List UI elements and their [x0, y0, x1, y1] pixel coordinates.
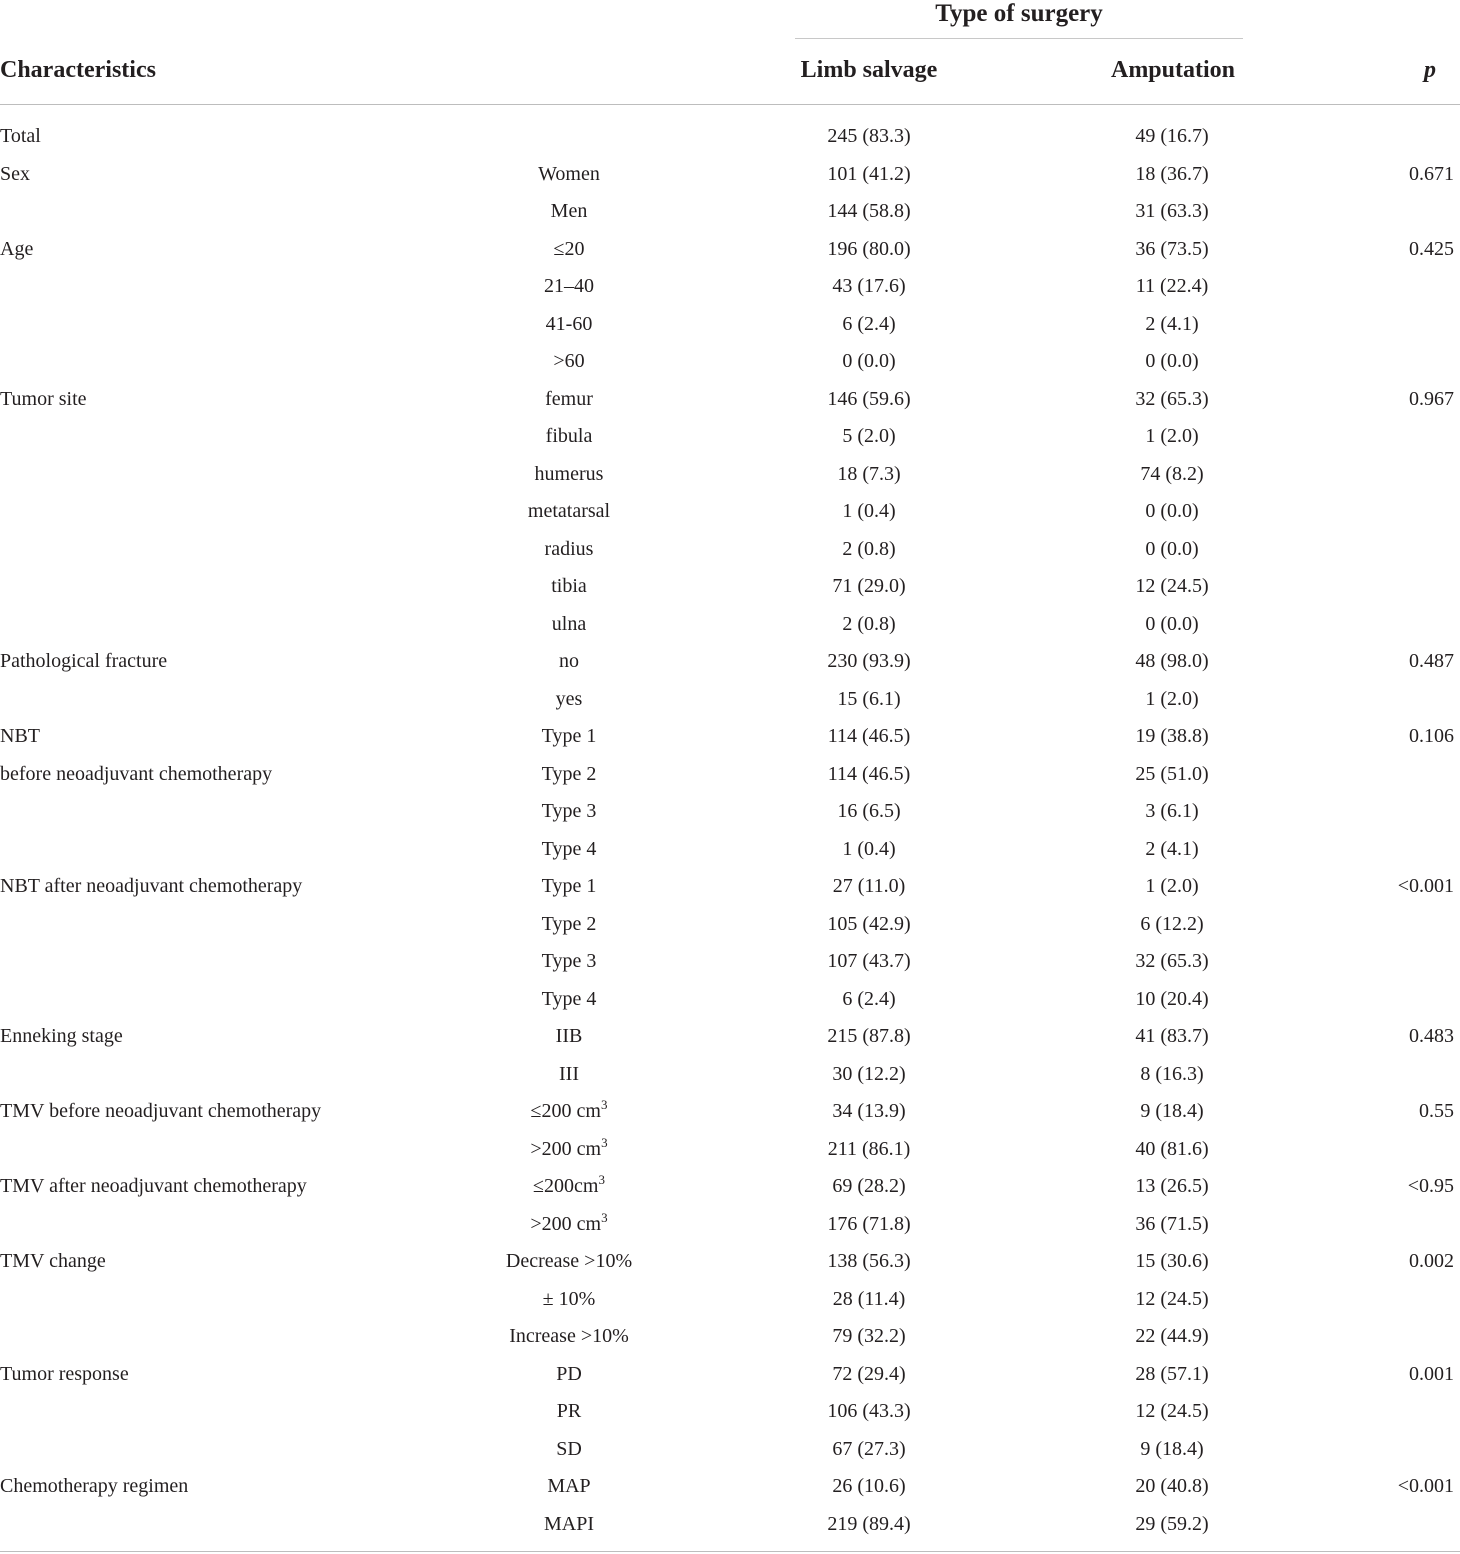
amputation-cell: 1 (2.0) [1145, 875, 1199, 897]
category-cell [470, 718, 668, 756]
category-cell [470, 681, 668, 719]
category-label: ≤20 [553, 237, 585, 260]
amputation-cell: 2 (4.1) [1145, 837, 1199, 860]
category-cell [470, 231, 668, 269]
category-label: Type 4 [541, 837, 597, 860]
category-cell [470, 831, 668, 869]
limb-salvage-cell: 67 (27.3) [832, 1437, 906, 1460]
p-value-cell: 0.002 [1409, 1250, 1454, 1272]
table-row [0, 343, 1460, 381]
amputation-cell: 9 (18.4) [1140, 1437, 1204, 1460]
limb-salvage-cell: 26 (10.6) [832, 1475, 906, 1497]
amputation-cell: 12 (24.5) [1135, 575, 1209, 597]
p-value-cell: 0.001 [1409, 1362, 1454, 1385]
table-bottom-rule [0, 1551, 1460, 1552]
group-header-rule [795, 38, 1243, 39]
table-header-row [0, 52, 1460, 88]
category-cell [470, 1168, 668, 1207]
category-cell [470, 1468, 668, 1506]
category-label: Type 4 [541, 987, 597, 1010]
table-row [0, 1393, 1460, 1431]
limb-salvage-cell: 5 (2.0) [842, 425, 896, 447]
amputation-cell: 10 (20.4) [1135, 987, 1209, 1010]
limb-salvage-cell: 71 (29.0) [832, 575, 906, 597]
amputation-cell: 0 (0.0) [1145, 500, 1199, 522]
table-row [0, 568, 1460, 606]
characteristic-cell: NBT [0, 725, 40, 747]
table-row [0, 418, 1460, 456]
table-row [0, 1281, 1460, 1319]
table-row [0, 1206, 1460, 1244]
category-cell [470, 606, 668, 644]
characteristic-cell: Enneking stage [0, 1025, 123, 1047]
category-cell [470, 568, 668, 606]
category-cell [470, 793, 668, 831]
category-label: Type 3 [541, 950, 597, 972]
column-header-limb-salvage: Limb salvage [800, 57, 938, 83]
category-cell [470, 643, 668, 681]
table-row [0, 118, 1460, 156]
p-value-cell: 0.106 [1409, 725, 1454, 747]
column-header-amputation: Amputation [1110, 57, 1236, 83]
limb-salvage-cell: 105 (42.9) [827, 912, 911, 935]
limb-salvage-cell: 34 (13.9) [832, 1100, 906, 1122]
amputation-cell: 15 (30.6) [1135, 1250, 1209, 1272]
p-value-cell: 0.487 [1409, 650, 1454, 672]
category-cell [470, 1431, 668, 1469]
category-label: PR [556, 1400, 582, 1422]
limb-salvage-cell: 138 (56.3) [827, 1250, 911, 1272]
category-cell [470, 1281, 668, 1319]
amputation-cell: 74 (8.2) [1140, 462, 1204, 485]
category-cell [470, 981, 668, 1019]
limb-salvage-cell: 43 (17.6) [832, 275, 906, 297]
category-cell [470, 268, 668, 306]
category-cell [470, 193, 668, 231]
table-row [0, 718, 1460, 756]
table-row [0, 231, 1460, 269]
characteristic-cell: NBT after neoadjuvant chemotherapy [0, 875, 303, 897]
category-label: Type 2 [541, 912, 597, 935]
limb-salvage-cell: 72 (29.4) [832, 1362, 906, 1385]
table-row [0, 531, 1460, 569]
category-label: SD [556, 1437, 582, 1460]
characteristic-cell: Tumor site [0, 387, 87, 410]
category-cell [470, 1356, 668, 1394]
amputation-cell: 12 (24.5) [1135, 1400, 1209, 1422]
table-row [0, 793, 1460, 831]
amputation-cell: 0 (0.0) [1145, 612, 1199, 635]
characteristic-cell: Sex [0, 162, 30, 185]
table-row [0, 906, 1460, 944]
amputation-cell: 48 (98.0) [1135, 650, 1209, 672]
category-cell [470, 531, 668, 569]
category-label: PD [556, 1362, 582, 1385]
table-row [0, 456, 1460, 494]
characteristic-cell: TMV before neoadjuvant chemotherapy [0, 1100, 322, 1122]
column-header-p-value: p [1424, 57, 1436, 83]
category-label: Decrease >10% [505, 1250, 633, 1272]
category-label: fibula [545, 425, 593, 447]
p-value-cell: 0.55 [1419, 1100, 1454, 1122]
limb-salvage-cell: 79 (32.2) [832, 1325, 906, 1347]
amputation-cell: 19 (38.8) [1135, 725, 1209, 747]
column-header-characteristics: Characteristics [0, 57, 156, 83]
limb-salvage-cell: 144 (58.8) [827, 200, 911, 222]
amputation-cell: 3 (6.1) [1145, 800, 1199, 822]
table-body [0, 118, 1460, 1543]
limb-salvage-cell: 106 (43.3) [827, 1400, 911, 1422]
limb-salvage-cell: 196 (80.0) [827, 237, 911, 260]
category-cell [470, 943, 668, 981]
limb-salvage-cell: 107 (43.7) [827, 950, 911, 972]
amputation-cell: 1 (2.0) [1145, 425, 1199, 447]
amputation-cell: 1 (2.0) [1145, 687, 1199, 710]
characteristic-cell: Pathological fracture [0, 650, 168, 672]
amputation-cell: 32 (65.3) [1135, 387, 1209, 410]
amputation-cell: 6 (12.2) [1140, 912, 1204, 935]
group-header-type-of-surgery: Type of surgery [935, 0, 1103, 27]
amputation-cell: 9 (18.4) [1140, 1100, 1204, 1122]
category-label: >60 [553, 350, 585, 372]
p-value-cell: 0.967 [1409, 387, 1454, 410]
category-cell [470, 493, 668, 531]
header-rule [0, 104, 1460, 105]
table-row [0, 1318, 1460, 1356]
category-label: femur [545, 387, 593, 410]
table-row [0, 981, 1460, 1019]
amputation-cell: 0 (0.0) [1145, 537, 1199, 560]
table-row [0, 943, 1460, 981]
category-cell [470, 418, 668, 456]
table-row [0, 306, 1460, 344]
characteristic-cell: TMV change [0, 1250, 106, 1272]
category-cell [470, 343, 668, 381]
category-cell [470, 756, 668, 794]
category-cell [470, 381, 668, 419]
amputation-cell: 41 (83.7) [1135, 1025, 1209, 1047]
limb-salvage-cell: 219 (89.4) [827, 1512, 911, 1535]
category-cell [470, 1506, 668, 1544]
amputation-cell: 0 (0.0) [1145, 350, 1199, 372]
amputation-cell: 12 (24.5) [1135, 1287, 1209, 1310]
limb-salvage-cell: 211 (86.1) [827, 1137, 911, 1160]
table-row [0, 1356, 1460, 1394]
table-row [0, 1018, 1460, 1056]
table-row [0, 193, 1460, 231]
limb-salvage-cell: 0 (0.0) [842, 350, 896, 372]
category-cell [470, 1393, 668, 1431]
p-value-cell: 0.483 [1409, 1025, 1454, 1047]
limb-salvage-cell: 1 (0.4) [842, 837, 896, 860]
category-cell [470, 1056, 668, 1094]
limb-salvage-cell: 146 (59.6) [827, 387, 911, 410]
amputation-cell: 49 (16.7) [1135, 125, 1209, 147]
category-cell [470, 156, 668, 194]
limb-salvage-cell: 15 (6.1) [837, 687, 901, 710]
category-cell [470, 1243, 668, 1281]
table-row [0, 681, 1460, 719]
unit-superscript: 3 [598, 1172, 605, 1187]
limb-salvage-cell: 18 (7.3) [837, 462, 901, 485]
category-cell [470, 1093, 668, 1132]
unit-superscript: 3 [601, 1134, 608, 1150]
amputation-cell: 22 (44.9) [1135, 1325, 1209, 1347]
limb-salvage-cell: 114 (46.5) [827, 762, 911, 785]
table-row [0, 1431, 1460, 1469]
unit-superscript: 3 [600, 1097, 608, 1112]
category-label: ulna [551, 612, 587, 635]
category-label: 21–40 [544, 275, 594, 297]
characteristic-cell: TMV after neoadjuvant chemotherapy [0, 1175, 307, 1197]
limb-salvage-cell: 2 (0.8) [842, 612, 896, 635]
category-label: humerus [534, 462, 604, 485]
limb-salvage-cell: 114 (46.5) [827, 725, 911, 747]
category-cell [470, 868, 668, 906]
characteristic-cell: before neoadjuvant chemotherapy [0, 762, 273, 785]
category-label: MAP [547, 1475, 591, 1497]
table-row [0, 606, 1460, 644]
category-label: Type 1 [541, 725, 597, 747]
category-cell [470, 306, 668, 344]
limb-salvage-cell: 28 (11.4) [832, 1287, 906, 1310]
p-value-cell: <0.001 [1397, 1475, 1454, 1497]
amputation-cell: 18 (36.7) [1135, 162, 1209, 185]
limb-salvage-cell: 30 (12.2) [832, 1062, 906, 1085]
amputation-cell: 8 (16.3) [1140, 1062, 1204, 1085]
unit-superscript: 3 [601, 1209, 608, 1225]
amputation-cell: 20 (40.8) [1135, 1475, 1209, 1497]
limb-salvage-cell: 16 (6.5) [837, 800, 901, 822]
limb-salvage-cell: 1 (0.4) [842, 500, 896, 522]
category-label: metatarsal [527, 500, 611, 522]
table-row [0, 831, 1460, 869]
amputation-cell: 29 (59.2) [1135, 1512, 1209, 1535]
table-row [0, 1056, 1460, 1094]
characteristic-cell: Chemotherapy regimen [0, 1475, 189, 1497]
category-label: ± 10% [542, 1287, 596, 1310]
amputation-cell: 2 (4.1) [1145, 312, 1199, 335]
limb-salvage-cell: 2 (0.8) [842, 537, 896, 560]
category-label: no [559, 650, 579, 672]
category-label: III [559, 1062, 579, 1085]
limb-salvage-cell: 176 (71.8) [827, 1212, 911, 1235]
category-label: Women [538, 162, 600, 185]
category-label: radius [544, 537, 594, 560]
category-label: >200 cm [530, 1212, 602, 1235]
amputation-cell: 11 (22.4) [1135, 275, 1209, 297]
category-label: Type 2 [541, 762, 597, 785]
limb-salvage-cell: 27 (11.0) [832, 875, 906, 897]
category-label: yes [555, 687, 583, 710]
limb-salvage-cell: 230 (93.9) [827, 650, 911, 672]
table-row [0, 1468, 1460, 1506]
p-value-cell: 0.425 [1409, 237, 1454, 260]
category-cell [470, 1018, 668, 1056]
category-label: MAPI [543, 1512, 594, 1535]
category-label: ≤200 cm [530, 1100, 601, 1122]
category-label: Increase >10% [509, 1325, 629, 1347]
table-row [0, 493, 1460, 531]
amputation-cell: 36 (71.5) [1135, 1212, 1209, 1235]
table-row [0, 381, 1460, 419]
table-row [0, 643, 1460, 681]
limb-salvage-cell: 215 (87.8) [827, 1025, 911, 1047]
table-row [0, 1131, 1460, 1169]
table-row [0, 156, 1460, 194]
category-label: IIB [555, 1025, 583, 1047]
category-cell [470, 1318, 668, 1356]
p-value-cell: 0.671 [1409, 162, 1454, 185]
category-label: tibia [551, 575, 587, 597]
category-label: >200 cm [530, 1137, 602, 1160]
category-label: 41-60 [545, 312, 593, 335]
amputation-cell: 13 (26.5) [1135, 1175, 1209, 1197]
table-row [0, 1093, 1460, 1131]
category-label: Type 3 [541, 800, 597, 822]
category-cell [470, 1206, 668, 1245]
limb-salvage-cell: 6 (2.4) [842, 312, 896, 335]
limb-salvage-cell: 101 (41.2) [827, 162, 911, 185]
p-value-cell: <0.95 [1407, 1175, 1454, 1197]
amputation-cell: 28 (57.1) [1135, 1362, 1209, 1385]
characteristic-cell: Total [0, 125, 41, 147]
category-label: ≤200cm [533, 1175, 599, 1197]
table-row [0, 1243, 1460, 1281]
amputation-cell: 36 (73.5) [1135, 237, 1209, 260]
p-value-cell: <0.001 [1397, 875, 1454, 897]
table-row [0, 868, 1460, 906]
category-label: Type 1 [541, 875, 597, 897]
table-row [0, 756, 1460, 794]
limb-salvage-cell: 245 (83.3) [827, 125, 911, 147]
table-row [0, 1506, 1460, 1544]
limb-salvage-cell: 69 (28.2) [832, 1175, 906, 1197]
amputation-cell: 25 (51.0) [1135, 762, 1209, 785]
category-cell [470, 1131, 668, 1170]
category-cell [470, 906, 668, 944]
amputation-cell: 40 (81.6) [1135, 1137, 1209, 1160]
characteristic-cell: Age [0, 237, 34, 260]
category-label: Men [550, 200, 588, 222]
amputation-cell: 31 (63.3) [1135, 200, 1209, 222]
characteristic-cell: Tumor response [0, 1362, 129, 1385]
limb-salvage-cell: 6 (2.4) [842, 987, 896, 1010]
amputation-cell: 32 (65.3) [1135, 950, 1209, 972]
category-cell [470, 456, 668, 494]
table-row [0, 268, 1460, 306]
table-row [0, 1168, 1460, 1206]
